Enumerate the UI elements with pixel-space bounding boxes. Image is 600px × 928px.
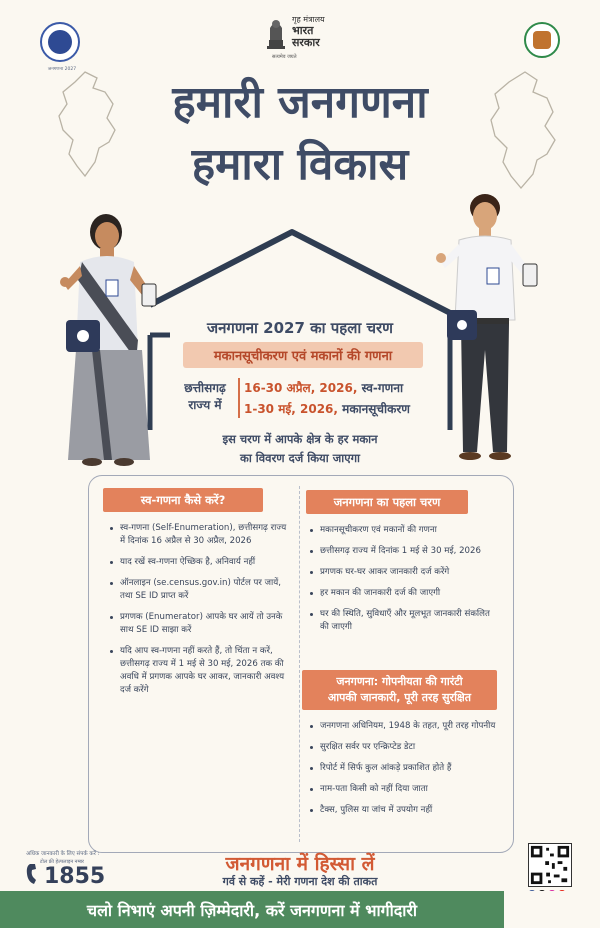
column-divider — [299, 486, 300, 842]
list-item: हर मकान की जानकारी दर्ज की जाएगी — [308, 587, 498, 600]
list-item: छत्तीसगढ़ राज्य में दिनांक 1 मई से 30 मई, 2026 — [308, 545, 498, 558]
ministry-name: गृह मंत्रालय — [292, 15, 325, 24]
census-logo-mark — [48, 30, 72, 54]
list-item: प्रगणक घर-घर आकर जानकारी दर्ज करेंगे — [308, 566, 498, 579]
helpline-label: टोल फ्री हेल्पलाइन नम्बर — [40, 859, 84, 865]
date-range-1: 16-30 अप्रैल, 2026, — [244, 381, 358, 395]
call-to-action-title: जनगणना में हिस्सा लें — [225, 853, 375, 875]
list-item: सुरक्षित सर्वर पर एन्क्रिप्टेड डेटा — [308, 741, 498, 754]
government-name-1: भारत — [292, 24, 314, 37]
date-range-2: 1-30 मई, 2026, — [244, 402, 338, 416]
date-activity-2: मकानसूचीकरण — [337, 402, 410, 416]
government-name-2: सरकार — [292, 36, 320, 49]
privacy-heading-line2: आपकी जानकारी, पूरी तरह सुरक्षित — [327, 691, 472, 704]
list-item: स्व-गणना (Self-Enumeration), छत्तीसगढ़ राज्य में दिनांक 16 अप्रैल से 30 अप्रैल, 2026 — [108, 522, 290, 548]
self-enumeration-list — [108, 522, 290, 705]
list-item: रिपोर्ट में सिर्फ कुल आंकड़े प्रकाशित होते हैं — [308, 762, 498, 775]
list-item: ऑनलाइन (se.census.gov.in) पोर्टल पर जायें, तथा SE ID प्राप्त करें — [108, 577, 290, 603]
ashoka-emblem-icon — [264, 14, 288, 52]
qr-code[interactable] — [528, 843, 572, 887]
list-item: याद रखें स्व-गणना ऐच्छिक है, अनिवार्य नहीं — [108, 556, 290, 569]
phase-description-line1: इस चरण में आपके क्षेत्र के हर मकान — [222, 432, 378, 446]
privacy-list — [308, 720, 498, 825]
date-line-self-enumeration — [244, 379, 403, 396]
government-emblem — [264, 14, 344, 68]
poster-title-line1: हमारी जनगणना — [172, 77, 428, 128]
date-line-houselisting — [244, 400, 410, 417]
phase-heading: जनगणना 2027 का पहला चरण — [206, 319, 394, 337]
list-item: घर की स्थिति, सुविधाएँ और मूलभूत जानकारी संकलित की जाएगी — [308, 608, 498, 634]
state-label-line1: छत्तीसगढ़ — [184, 381, 226, 395]
list-item: नाम-पता किसी को नहीं दिया जाता — [308, 783, 498, 796]
bottom-bar-spacer — [504, 891, 600, 928]
call-to-action-subtitle: गर्व से कहें - मेरी गणना देश की ताकत — [222, 875, 378, 888]
emblem-motto: सत्यमेव जयते — [272, 54, 297, 60]
phase-description-line2: का विवरण दर्ज किया जाएगा — [239, 451, 361, 465]
privacy-heading-line1: जनगणना: गोपनीयता की गारंटी — [336, 675, 463, 688]
list-item: जनगणना अधिनियम, 1948 के तहत, पूरी तरह गोपनीय — [308, 720, 498, 733]
helpline-note: अधिक जानकारी के लिए संपर्क करें : — [26, 851, 100, 857]
census-logo — [40, 22, 80, 72]
state-logo — [524, 22, 560, 58]
census-logo-caption: जनगणना 2027 — [47, 67, 77, 72]
state-label-line2: राज्य में — [188, 398, 222, 412]
list-item: यदि आप स्व-गणना नहीं करते हैं, तो चिंता न करें, छत्तीसगढ़ राज्य में 1 मई से 30 मई, 2026 तक की अवधि में प्रगणक आपके घर आकर, जानकारी अवश्य दर्ज करेंगे — [108, 645, 290, 697]
list-item: मकानसूचीकरण एवं मकानों की गणना — [308, 524, 498, 537]
bottom-slogan-bar: चलो निभाएं अपनी ज़िम्मेदारी, करें जनगणना में भागीदारी — [0, 891, 504, 928]
privacy-heading — [302, 670, 497, 710]
list-item: प्रगणक (Enumerator) आपके घर आयें तो उनके साथ SE ID साझा करें — [108, 611, 290, 637]
phase-banner: मकानसूचीकरण एवं मकानों की गणना — [183, 342, 423, 368]
first-phase-heading: जनगणना का पहला चरण — [306, 490, 468, 514]
poster-title-line2: हमारा विकास — [191, 139, 409, 190]
self-enumeration-heading: स्व-गणना कैसे करें? — [103, 488, 263, 512]
date-separator — [238, 378, 240, 418]
phase-description — [0, 430, 600, 468]
state-label — [170, 380, 240, 414]
state-logo-mark — [533, 31, 551, 49]
helpline-number[interactable]: 1855 — [44, 864, 106, 889]
list-item: टैक्स, पुलिस या जांच में उपयोग नहीं — [308, 804, 498, 817]
date-activity-1: स्व-गणना — [357, 381, 404, 395]
first-phase-list — [308, 524, 498, 642]
